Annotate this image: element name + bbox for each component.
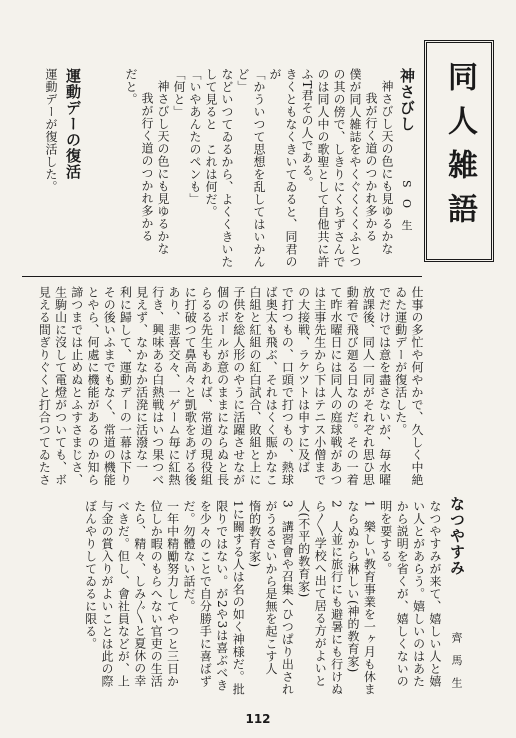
essay-0-column: 「かういつて思想を乱してはいかん [252,68,266,268]
essay-1-column: 白組と紅組の紅白試合、敗組と上に [248,286,262,486]
essay-2-column: べきだ。但し、會社員などが、上 [116,500,131,688]
essay-1-column: て昨水曜日には同人の庭球戦があつ [329,286,343,486]
essay-2-column: ら〳〵学校へ出て居る方がよいと [313,500,328,687]
essay-1-column: 運動デーが復活した。 [44,68,58,193]
essay-1-column: 見えず、なかなか活溌に活潑な一 [134,286,149,474]
essay-2-column: から説明を省くが、嬉しくないの [395,500,410,688]
essay-2-column: 明を要する。 [378,500,393,575]
essay-0-column: 我が行く道のつかれ多かる [364,92,378,242]
essay-1-column: 動着で飛び廻る日なのだ。その一着 [345,286,360,486]
essay-1-column: 放課後、同人一同がそれぞれ思ひ思 [361,286,376,486]
essay-1-column: とやら、何處に機能があるのか知ら [86,286,100,486]
essay-2-column: たら、精々、しみ〴〵と夏休の幸 [132,500,147,687]
essay-1-column: その後いふまでもなく、常道の機能 [102,286,117,486]
section-divider-rule [22,276,422,277]
essay-0-column: 我が行く道のつかれ多かる [140,92,154,242]
essay-2-column: 3 講習會や召集へひつぱり出され [280,500,295,696]
essay-1-column: 見える間ぎりぐくと打合つてゐたさ [37,286,52,486]
title-box [424,40,494,262]
essay-heading-undo-day: 運動デーの復活 [64,68,82,180]
essay-1-column: 行き、興味ある白熱戦はいつ果つべ [150,286,165,486]
essay-2-column: 与金の賞入りがよいことは此の際 [100,500,114,688]
essay-2-column: ぼんやりしてゐるに限る。 [83,500,98,650]
essay-0-column: ど」 [236,68,250,93]
essay-1-column: 利に歸して、運動デーの一幕は下り [118,286,133,486]
essay-2-column: だ。勿體ない話だ。 [182,500,196,613]
essay-2-column: い人とがあらう。嬉しいのはあた [411,500,426,688]
essay-0-column: 僕が同人雑誌をやくぐくくくふとつ [348,68,362,268]
essay-0-column: 神さびし天の色にも見ゆるかな [380,80,394,255]
essay-2-column: を少々のことで自分勝手に喜ばず [198,500,213,688]
essay-1-column: 仕事の多忙や何やかで、久しく中絶 [410,286,424,486]
essay-0-column: きくともなくきいてゐると、同君の [284,68,298,268]
essay-2-column: 1 樂しい教育事業を一ヶ月も休ま [362,500,377,696]
essay-author-saima: 齊 馬 生 [450,632,463,692]
essay-0-column: だと。 [124,68,138,106]
essay-0-column: 「いやあんたのペンも」 [188,68,202,206]
essay-1-column: ば奥太も飛ぶ、それはくく賑かなこ [264,286,279,486]
essay-2-column: ならぬから淋しい(神的教育家) [346,500,360,673]
page-number: 112 [245,712,271,726]
essay-1-column: ゐた運動デーが復活した。 [393,286,408,436]
essay-author-so: S O 生 [400,180,413,235]
essay-1-column: で打つもの、口頭で打つもの、熱球 [280,286,295,486]
essay-2-column: 位しか暇のもらへない官吏の生活 [149,500,164,688]
essay-1-column: の大接戦、ラケツトは申すに及ば [296,286,311,474]
page-title: 同人雑語 [442,61,477,237]
essay-1-column: は主事先生から下はテニス小僧まで [312,286,327,486]
essay-1-column: に打破つて鼻高々と凱歌をあげる後 [183,286,198,486]
essay-0-column: 神さびし天の色にも見ゆるかな [156,80,170,255]
essay-2-column: なつやすみが来て、嬉しい人と嬉 [428,500,442,688]
essay-2-column: 惰的教育家) [247,500,262,568]
essay-0-column: して見ると これは何だ。 [204,68,218,218]
essay-0-column: ふT君その人である。 [300,68,314,190]
essay-0-column: などいつてゐるから、よくくきいた [220,68,234,268]
essay-1-column: 諦つまでは止めぬとふすさまじさ、 [69,286,84,486]
essay-2-column: 一年中精勵努力してやつと三日か [165,500,180,688]
essay-2-column: 1に關する人は名の如く神様だ。批 [231,500,246,696]
essay-2-column: 2 人並に旅行にも避暑にも行けぬ [329,500,344,696]
essay-2-column: がうるさいから是無を起こす人 [264,500,278,675]
essay-2-column: 限りではない。が2や3は喜ぶべき [214,500,229,692]
essay-1-column: 生駒山に沒して電燈がついても、ボ [53,286,68,486]
essay-0-column: が [268,68,282,81]
essay-2-column: 人(不平的教育家) [296,500,311,598]
essay-0-column: の其の傍で、しきりにくちずさんで [332,68,346,268]
essay-0-column: のは同人中の歌聖として自他共に許 [316,68,330,268]
essay-heading-natsuyasumi: なつやすみ [448,496,466,576]
essay-1-column: でだけでは意を盡さないが、毎水曜 [377,286,392,486]
essay-1-column: あり、悲喜交々、一ゲーム毎に紅熱 [167,286,181,486]
essay-1-column: 子供を総人形のやうに活躍させなが [231,286,246,486]
essay-1-column: らるる先生もあれば、常道の現役組 [199,286,214,486]
essay-1-column: 個のボールが意のままにならぬと長 [215,286,230,486]
essay-heading-kamisabishi: 神さびし [398,68,416,132]
essay-0-column: 「何と」 [172,68,186,118]
